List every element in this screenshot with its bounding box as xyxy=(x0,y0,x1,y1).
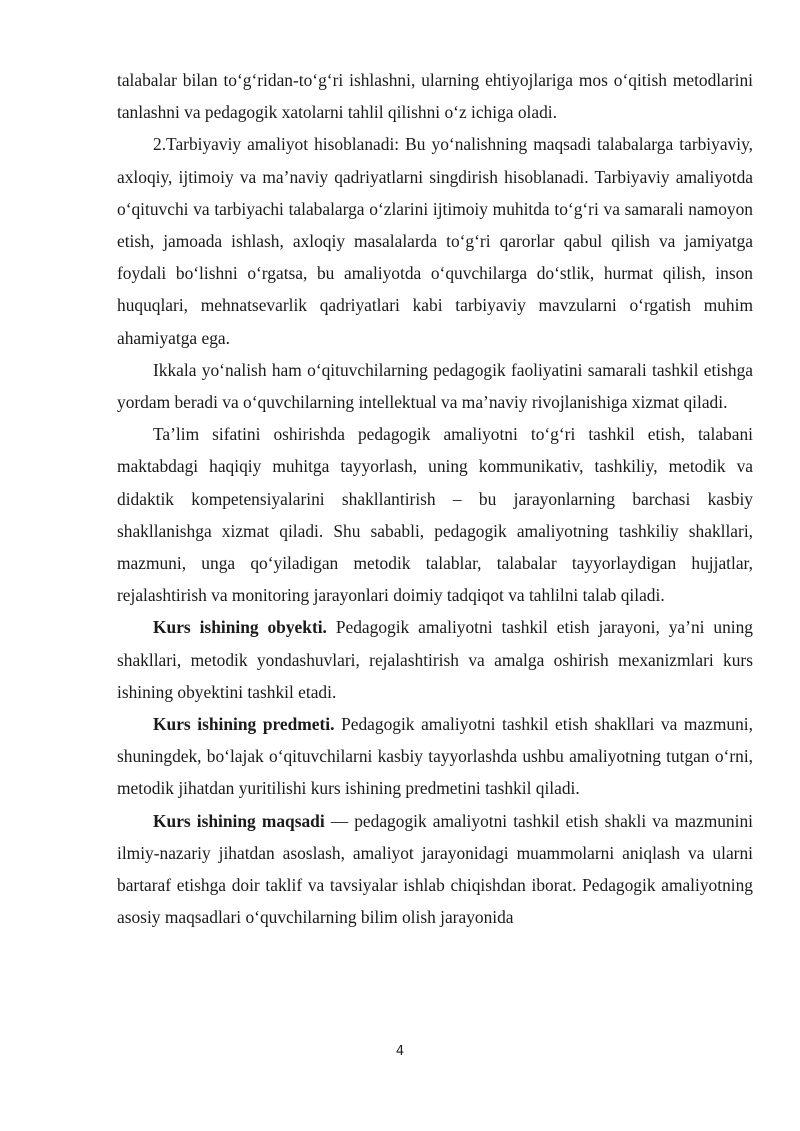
paragraph-text: talabalar bilan to‘g‘ridan-to‘g‘ri ishlashni, ularning ehtiyojlariga mos o‘qitish metodlarini tanlashni va pedagogik xatolarni tahlil qilishni o‘z ichiga oladi. xyxy=(117,70,753,123)
page-number: 4 xyxy=(395,1044,405,1059)
paragraph-kurs-obyekti xyxy=(117,611,753,708)
paragraph-text: 2.Tarbiyaviy amaliyot hisoblanadi: Bu yo‘nalishning maqsadi talabalarga tarbiyaviy, axloqiy, ijtimoiy va ma’naviy qadriyatlarni singdirish hisoblanadi. Tarbiyaviy amaliyotda o‘qituvchi va tarbiyachi talabalarga o‘zlarini ijtimoiy muhitda to‘g‘ri va samarali namoyon etish, jamoada ishlash, axloqiy masalalarda to‘g‘ri qarorlar qabul qilish va jamiyatga foydali bo‘lishni o‘rgatsa, bu amaliyotda o‘quvchilarga do‘stlik, hurmat qilish, inson huquqlari, mehnatsevarlik qadriyatlari kabi tarbiyaviy mavzularni o‘rgatish muhim ahamiyatga ega. xyxy=(117,134,753,348)
paragraph-bold-heading: Kurs ishining predmeti. xyxy=(153,714,335,735)
paragraph-kurs-predmeti xyxy=(117,708,753,805)
paragraph-bold-heading: Kurs ishining obyekti. xyxy=(153,617,327,638)
paragraph-text: — pedagogik amaliyotni tashkil etish shakli va mazmunini ilmiy-nazariy jihatdan asoslash, amaliyot jarayonidagi muammolarni aniqlash va ularni bartaraf etishga doir taklif va tavsiyalar ishlab chiqishdan iborat. Pedagogik amaliyotning asosiy maqsadlari o‘quvchilarning bilim olish jarayonida xyxy=(117,810,753,928)
paragraph-bold-heading: Kurs ishining maqsadi xyxy=(153,810,325,831)
paragraph-kurs-maqsadi xyxy=(117,805,753,934)
paragraph-continuation xyxy=(117,64,753,128)
document-page xyxy=(117,64,753,933)
paragraph-talim-sifati xyxy=(117,418,753,611)
paragraph-text: Ikkala yo‘nalish ham o‘qituvchilarning pedagogik faoliyatini samarali tashkil etishga yordam beradi va o‘quvchilarning intellektual va ma’naviy rivojlanishiga xizmat qiladi. xyxy=(117,359,753,413)
paragraph-tarbiyaviy-amaliyot xyxy=(117,128,753,353)
paragraph-text: Pedagogik amaliyotni tashkil etish shakllari va mazmuni, shuningdek, bo‘lajak o‘qituvchilarni kasbiy tayyorlashda ushbu amaliyotning tutgan o‘rni, metodik jihatdan yuritilishi kurs ishining predmetini tashkil qiladi. xyxy=(117,714,753,799)
paragraph-text: Ta’lim sifatini oshirishda pedagogik amaliyotni to‘g‘ri tashkil etish, talabani maktabdagi haqiqiy muhitga tayyorlash, uning kommunikativ, tashkiliy, metodik va didaktik kompetensiyalarini shakllantirish – bu jarayonlarning barchasi kasbiy shakllanishga xizmat qiladi. Shu sababli, pedagogik amaliyotning tashkiliy shakllari, mazmuni, unga qo‘yiladigan metodik talablar, talabalar tayyorlaydigan hujjatlar, rejalashtirish va monitoring jarayonlari doimiy tadqiqot va tahlilni talab qiladi. xyxy=(117,424,753,606)
paragraph-text: Pedagogik amaliyotni tashkil etish jarayoni, ya’ni uning shakllari, metodik yondashuvlari, rejalashtirish va amalga oshirish mexanizmlari kurs ishining obyektini tashkil etadi. xyxy=(117,617,754,702)
paragraph-ikkala-yonalish xyxy=(117,354,753,418)
